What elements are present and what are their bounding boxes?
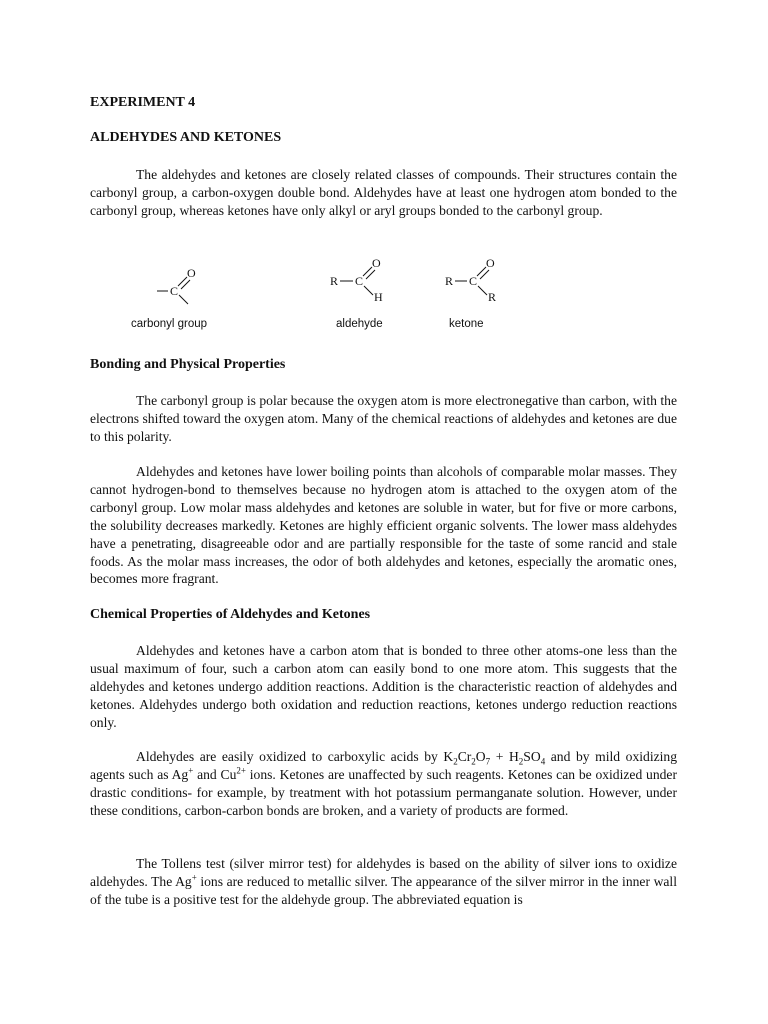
intro-paragraph: The aldehydes and ketones are closely related classes of compounds. Their structures contain the carbonyl group, a carbon-oxygen double bond. Aldehydes have at least one hydrogen atom bonded to the carbonyl group, whereas ketones have only alkyl or aryl groups bonded to the carbonyl group. xyxy=(90,167,677,218)
aldehyde-structure xyxy=(330,256,383,304)
aldehyde-o-label: O xyxy=(372,256,381,270)
bonding-paragraph-2: Aldehydes and ketones have lower boiling points than alcohols of comparable molar masses. They cannot hydrogen-bond to themselves because no hydrogen atom is attached to the oxygen atom of the carbonyl group. Low molar mass aldehydes and ketones are soluble in water, but for five or more carbons, the solubility decreases markedly. Ketones are highly efficient organic solvents. The lower mass aldehydes have a penetrating, disagreeable odor and are partially responsible for the taste of some rancid and stale foods. As the molar mass increases, the odor of both aldehydes and ketones, especially the aromatic ones, becomes more fragrant. xyxy=(90,464,677,587)
section-heading-bonding: Bonding and Physical Properties xyxy=(90,357,286,372)
sulfuric-acid-formula: $H_2SO_4$ xyxy=(508,749,546,767)
ketone-o-label: O xyxy=(486,256,495,270)
document-title: ALDEHYDES AND KETONES xyxy=(90,130,282,145)
aldehyde-r-label: R xyxy=(330,274,339,288)
tollens-paragraph: The Tollens test (silver mirror test) for aldehydes is based on the ability of silver ions to oxidize aldehydes. The Ag+ ions are reduced to metallic silver. The appearance of the silver mirror in the inner wall of the tube is a positive test for the aldehyde group. The abbreviated equation is xyxy=(90,856,677,907)
silver-ion: Ag+ xyxy=(171,765,194,782)
carbonyl-group-structure xyxy=(157,266,196,304)
chemical-paragraph-1: Aldehydes and ketones have a carbon atom that is bonded to three other atoms-one less than the usual maximum of four, such a carbon atom can easily bond to one more atom. This suggests that the aldehydes and ketones undergo addition reactions. Addition is the characteristic reaction of aldehydes and ketones. Aldehydes undergo both oxidation and reduction reactions, ketones undergo reduction reactions only. xyxy=(90,643,677,730)
section-heading-chemical: Chemical Properties of Aldehydes and Ketones xyxy=(90,607,371,622)
copper-ion: $Cu^{2+}$ xyxy=(220,765,246,782)
chemical-paragraph-2: Aldehydes are easily oxidized to carboxylic acids by $K_2Cr_2O_7 + H_2SO_4$ and by mild oxidizing agents such as Ag+ and $Cu^{2+}$ ions. Ketones are unaffected by such reagents. Ketones can be oxidized under drastic conditions- for example, by treatment with hot potassium permanganate solution. However, under these conditions, carbon-carbon bonds are broken, and a variety of products are formed. xyxy=(90,749,678,818)
aldehyde-h-label: H xyxy=(374,290,383,304)
aldehyde-c-label: C xyxy=(355,274,364,288)
ketone-r2-label: R xyxy=(488,290,497,304)
ketone-r1-label: R xyxy=(445,274,454,288)
bonding-paragraph-1: The carbonyl group is polar because the oxygen atom is more electronegative than carbon, with the electrons shifted toward the oxygen atom. Many of the chemical reactions of aldehydes and ketones are due to this polarity. xyxy=(90,393,677,444)
silver-ion-2: Ag+ xyxy=(175,872,197,889)
ketone-caption: ketone xyxy=(449,318,484,330)
carbonyl-o-label: O xyxy=(187,266,196,280)
carbonyl-group-caption: carbonyl group xyxy=(131,318,208,330)
carbonyl-c-label: C xyxy=(170,284,179,298)
aldehyde-caption: aldehyde xyxy=(336,318,383,330)
ketone-c-label: C xyxy=(469,274,478,288)
structure-diagrams xyxy=(0,0,768,340)
dichromate-formula: $K_2Cr_2O_7$ xyxy=(443,749,491,767)
experiment-label: EXPERIMENT 4 xyxy=(90,95,196,110)
ketone-structure xyxy=(445,256,496,304)
